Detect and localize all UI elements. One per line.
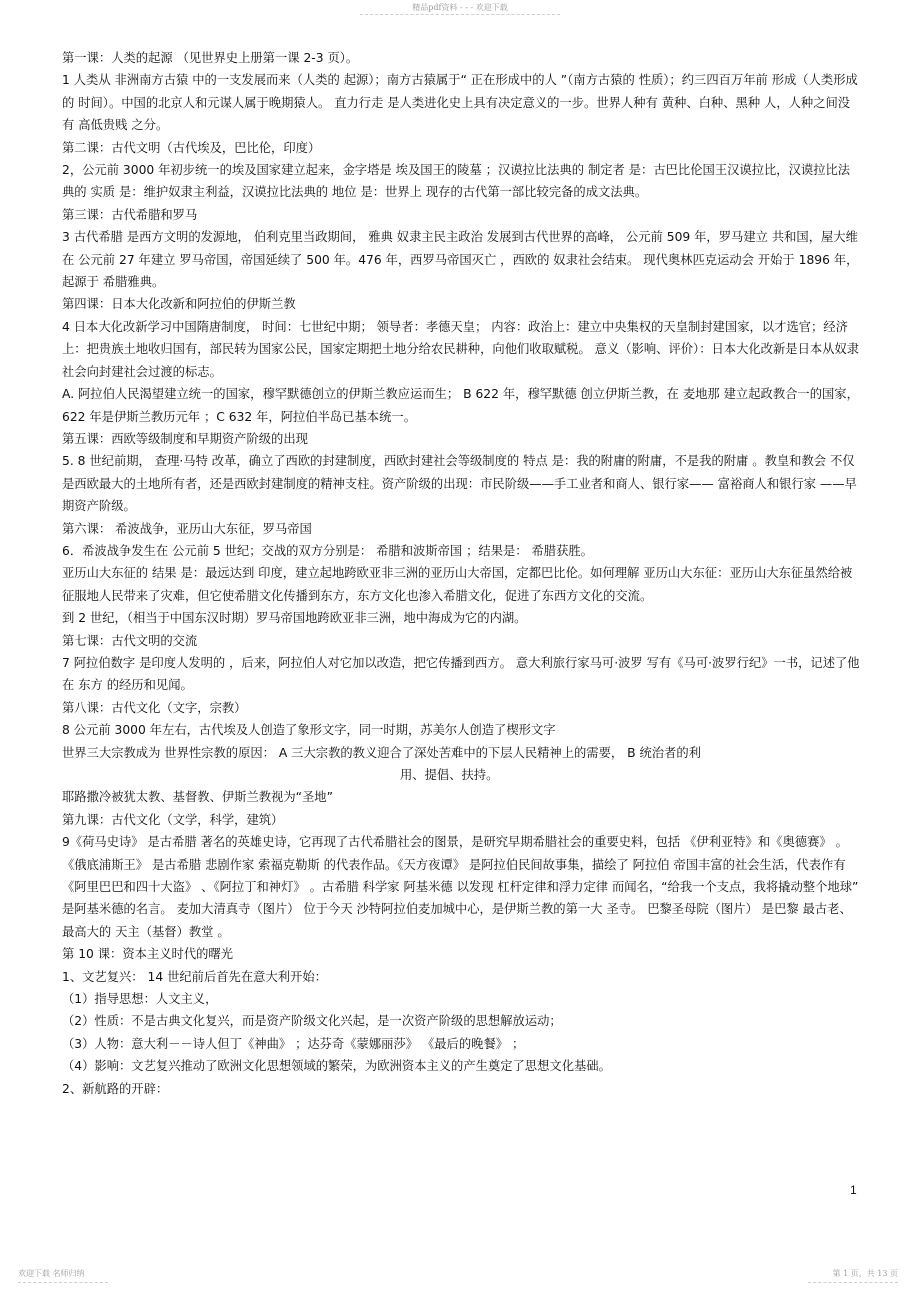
lesson-2-paragraph: 2，公元前 3000 年初步统一的埃及国家建立起来，金字塔是 埃及国王的陵墓 ；汉谟拉比法典的 制定者 是：古巴比伦国王汉谟拉比，汉谟拉比法典的 实质 是：维护奴隶主利益，汉谟拉比法典的 地位 是：世界上 现存的古代第一部比较完备的成文法典。 xyxy=(62,163,851,200)
document-body xyxy=(62,47,862,1100)
footer-divider-right xyxy=(808,1282,898,1283)
renaissance-point-1: （1）指导思想：人文主义， xyxy=(62,992,218,1007)
lesson-8-paragraph-jerusalem: 耶路撒冷被犹太教、基督教、伊斯兰教视为“圣地” xyxy=(62,790,333,805)
lesson-4-paragraph-arab: A. 阿拉伯人民渴望建立统一的国家，穆罕默德创立的伊斯兰教应运而生； B 622 年，穆罕默德 创立伊斯兰教，在 麦地那 建立起政教合一的国家， 622 年是伊斯兰教历元年 ；C 632 年，阿拉伯半岛已基本统一。 xyxy=(62,387,859,424)
lesson-5-paragraph: 5. 8 世纪前期， 查理·马特 改革，确立了西欧的封建制度，西欧封建社会等级制度的 特点 是：我的附庸的附庸，不是我的附庸 。教皇和教会 不仅是西欧最大的土地所有者，还是西欧封建制度的精神支柱。资产阶级的出现：市民阶级——手工业者和商人、银行家—— 富裕商人和银行家 ——早期资产阶级。 xyxy=(62,454,857,514)
header-note: 精品pdf资料 - - - 欢迎下载 xyxy=(412,3,508,12)
lesson-3-heading: 第三课：古代希腊和罗马 xyxy=(62,207,198,222)
lesson-9-paragraph: 9《荷马史诗》 是古希腊 著名的英雄史诗，它再现了古代希腊社会的图景，是研究早期希腊社会的重要史料，包括 《伊利亚特》和《奥德赛》 。《俄底浦斯王》 是古希腊 悲剧作家 索福克勒斯 的代表作品。《天方夜谭》 是阿拉伯民间故事集，描绘了 阿拉伯 帝国丰富的社会生活，代表作有 《阿里巴巴和四十大盗》 、《阿拉丁和神灯》 。古希腊 科学家 阿基米德 以发现 杠杆定律和浮力定律 而闻名，“给我一个支点，我将撬动整个地球” 是阿基米德的名言。 麦加大清真寺（图片） 位于今天 沙特阿拉伯麦加城中心，是伊斯兰教的第一大 圣寺。 巴黎圣母院（图片） 是巴黎 最古老、最高大的 天主（基督）教堂 。 xyxy=(62,835,859,939)
lesson-6-paragraph-rome: 到 2 世纪，（相当于中国东汉时期）罗马帝国地跨欧亚非三洲，地中海成为它的内湖。 xyxy=(62,611,527,626)
footer-left-note: 欢迎下载 名师归纳 xyxy=(18,1269,85,1278)
lesson-2-heading: 第二课：古代文明（古代埃及，巴比伦，印度） xyxy=(62,140,321,155)
footer-divider-left xyxy=(18,1282,108,1283)
lesson-9-heading: 第九课：古代文化（文学，科学，建筑） xyxy=(62,812,284,827)
lesson-8-paragraph-religions: 世界三大宗教成为 世界性宗教的原因： A 三大宗教的教义迎合了深处苦难中的下层人民精神上的需要， B 统治者的利 xyxy=(62,745,701,760)
lesson-4-paragraph-japan: 4 日本大化改新学习中国隋唐制度， 时间：七世纪中期； 领导者：孝德天皇； 内容：政治上：建立中央集权的天皇制封建国家，以才选官；经济上：把贵族土地收归国有，部民转为国家公民，国家定期把土地分给农民耕种，向他们收取赋税。 意义（影响、评价）：日本大化改新是日本从奴隶社会向封建社会过渡的标志。 xyxy=(62,319,860,379)
lesson-7-paragraph: 7 阿拉伯数字 是印度人发明的 ，后来，阿拉伯人对它加以改造，把它传播到西方。 意大利旅行家马可·波罗 写有《马可·波罗行纪》一书，记述了他在 东方 的经历和见闻。 xyxy=(62,655,860,693)
lesson-1-heading: 第一课：人类的起源 （见世界史上册第一课 2-3 页）。 xyxy=(62,51,359,65)
renaissance-title: 1、文艺复兴： 14 世纪前后首先在意大利开始： xyxy=(62,969,327,984)
header-divider xyxy=(360,14,560,15)
lesson-3-paragraph: 3 古代希腊 是西方文明的发源地， 伯利克里当政期间， 雅典 奴隶主民主政治 发展到古代世界的高峰， 公元前 509 年，罗马建立 共和国，屋大维在 公元前 27 年建立 罗马帝国，帝国延续了 500 年。476 年，西罗马帝国灭亡 ，西欧的 奴隶社会结束。 现代奥林匹克运动会 开始于 1896 年，起源于 希腊雅典。 xyxy=(62,230,859,290)
lesson-6-paragraph-greco-persian: 6．希波战争发生在 公元前 5 世纪；交战的双方分别是： 希腊和波斯帝国 ；结果是： 希腊获胜。 xyxy=(62,543,593,558)
lesson-8-paragraph-writing: 8 公元前 3000 年左右，古代埃及人创造了象形文字，同一时期，苏美尔人创造了楔形文字 xyxy=(62,723,556,738)
new-routes-title: 2、新航路的开辟： xyxy=(62,1081,169,1096)
page-number: 1 xyxy=(850,1183,857,1197)
footer-page-counter: 第 1 页，共 13 页 xyxy=(832,1269,898,1278)
lesson-6-heading: 第六课： 希波战争，亚历山大东征，罗马帝国 xyxy=(62,521,312,536)
lesson-1-paragraph: 1 人类从 非洲南方古猿 中的一支发展而来（人类的 起源）；南方古猿属于“ 正在形成中的人 ”（南方古猿的 性质）；约三四百万年前 形成（人类形成的 时间）。中国的北京人和元谋人属于晚期猿人。 直力行走 是人类进化史上具有决定意义的一步。世界人种有 黄种、白种、黑种 人，人种之间没有 高低贵贱 之分。 xyxy=(62,73,858,133)
lesson-8-paragraph-religions-cont: 用、提倡、扶持。 xyxy=(400,768,499,782)
lesson-7-heading: 第七课：古代文明的交流 xyxy=(62,633,198,648)
lesson-5-heading: 第五课：西欧等级制度和早期资产阶级的出现 xyxy=(62,431,308,446)
renaissance-point-2: （2）性质：不是古典文化复兴，而是资产阶级文化兴起，是一次资产阶级的思想解放运动； xyxy=(62,1014,562,1029)
renaissance-point-4: （4）影响：文艺复兴推动了欧洲文化思想领域的繁荣，为欧洲资本主义的产生奠定了思想文化基础。 xyxy=(62,1059,611,1074)
lesson-10-heading: 第 10 课：资本主义时代的曙光 xyxy=(62,947,234,962)
lesson-4-heading: 第四课：日本大化改新和阿拉伯的伊斯兰教 xyxy=(62,297,296,312)
lesson-6-paragraph-alexander: 亚历山大东征的 结果 是：最远达到 印度，建立起地跨欧亚非三洲的亚历山大帝国，定都巴比伦。如何理解 亚历山大东征：亚历山大东征虽然给被征服地人民带来了灾难，但它使希腊文化传播到东方，东方文化也渗入希腊文化，促进了东西方文化的交流。 xyxy=(62,566,853,603)
renaissance-point-3: （3）人物：意大利－－诗人但丁《神曲》 ；达芬奇《蒙娜丽莎》 《最后的晚餐》 ； xyxy=(62,1036,525,1051)
lesson-8-heading: 第八课：古代文化（文字，宗教） xyxy=(62,700,247,715)
